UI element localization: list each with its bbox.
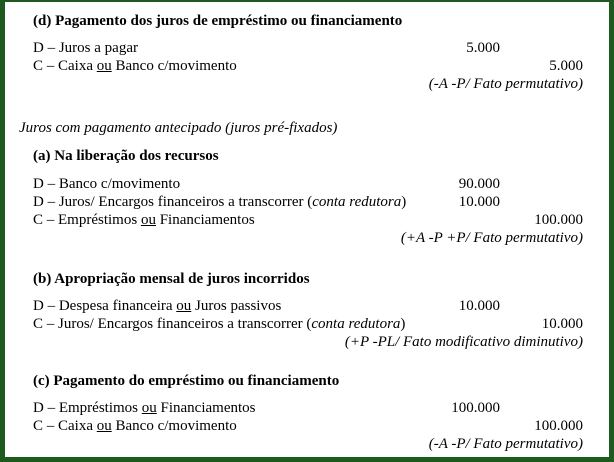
section-b-note: (+P -PL/ Fato modificativo diminutivo) <box>344 334 583 350</box>
entry-line: C – Juros/ Encargos financeiros a transcorrer (conta redutora) <box>33 316 406 332</box>
credit-amount: 10.000 <box>541 316 583 332</box>
debit-amount: 10.000 <box>458 298 500 314</box>
section-a-title: (a) Na liberação dos recursos <box>33 148 219 164</box>
entry-line: C – Caixa ou Banco c/movimento <box>33 58 237 74</box>
entry-line: C – Caixa ou Banco c/movimento <box>33 418 237 434</box>
debit-amount: 90.000 <box>458 176 500 192</box>
document-page <box>5 2 609 457</box>
credit-amount: 100.000 <box>534 418 583 434</box>
entry-line: D – Banco c/movimento <box>33 176 181 192</box>
debit-amount: 5.000 <box>466 40 500 56</box>
debit-amount: 10.000 <box>458 194 500 210</box>
credit-amount: 100.000 <box>534 212 583 228</box>
entry-line: D – Empréstimos ou Financiamentos <box>33 400 256 416</box>
section-c-title: (c) Pagamento do empréstimo ou financiamento <box>33 373 340 389</box>
debit-amount: 100.000 <box>451 400 500 416</box>
section-b-title: (b) Apropriação mensal de juros incorridos <box>33 271 310 287</box>
section-d-note: (-A -P/ Fato permutativo) <box>428 76 583 92</box>
section-c-note: (-A -P/ Fato permutativo) <box>428 436 583 452</box>
credit-amount: 5.000 <box>549 58 583 74</box>
entry-line: D – Juros a pagar <box>33 40 138 56</box>
section-d-title: (d) Pagamento dos juros de empréstimo ou financiamento <box>33 13 403 29</box>
subtitle: Juros com pagamento antecipado (juros pré-fixados) <box>19 120 338 136</box>
entry-line: D – Juros/ Encargos financeiros a transcorrer (conta redutora) <box>33 194 407 210</box>
entry-line: C – Empréstimos ou Financiamentos <box>33 212 255 228</box>
entry-line: D – Despesa financeira ou Juros passivos <box>33 298 282 314</box>
section-a-note: (+A -P +P/ Fato permutativo) <box>400 230 583 246</box>
